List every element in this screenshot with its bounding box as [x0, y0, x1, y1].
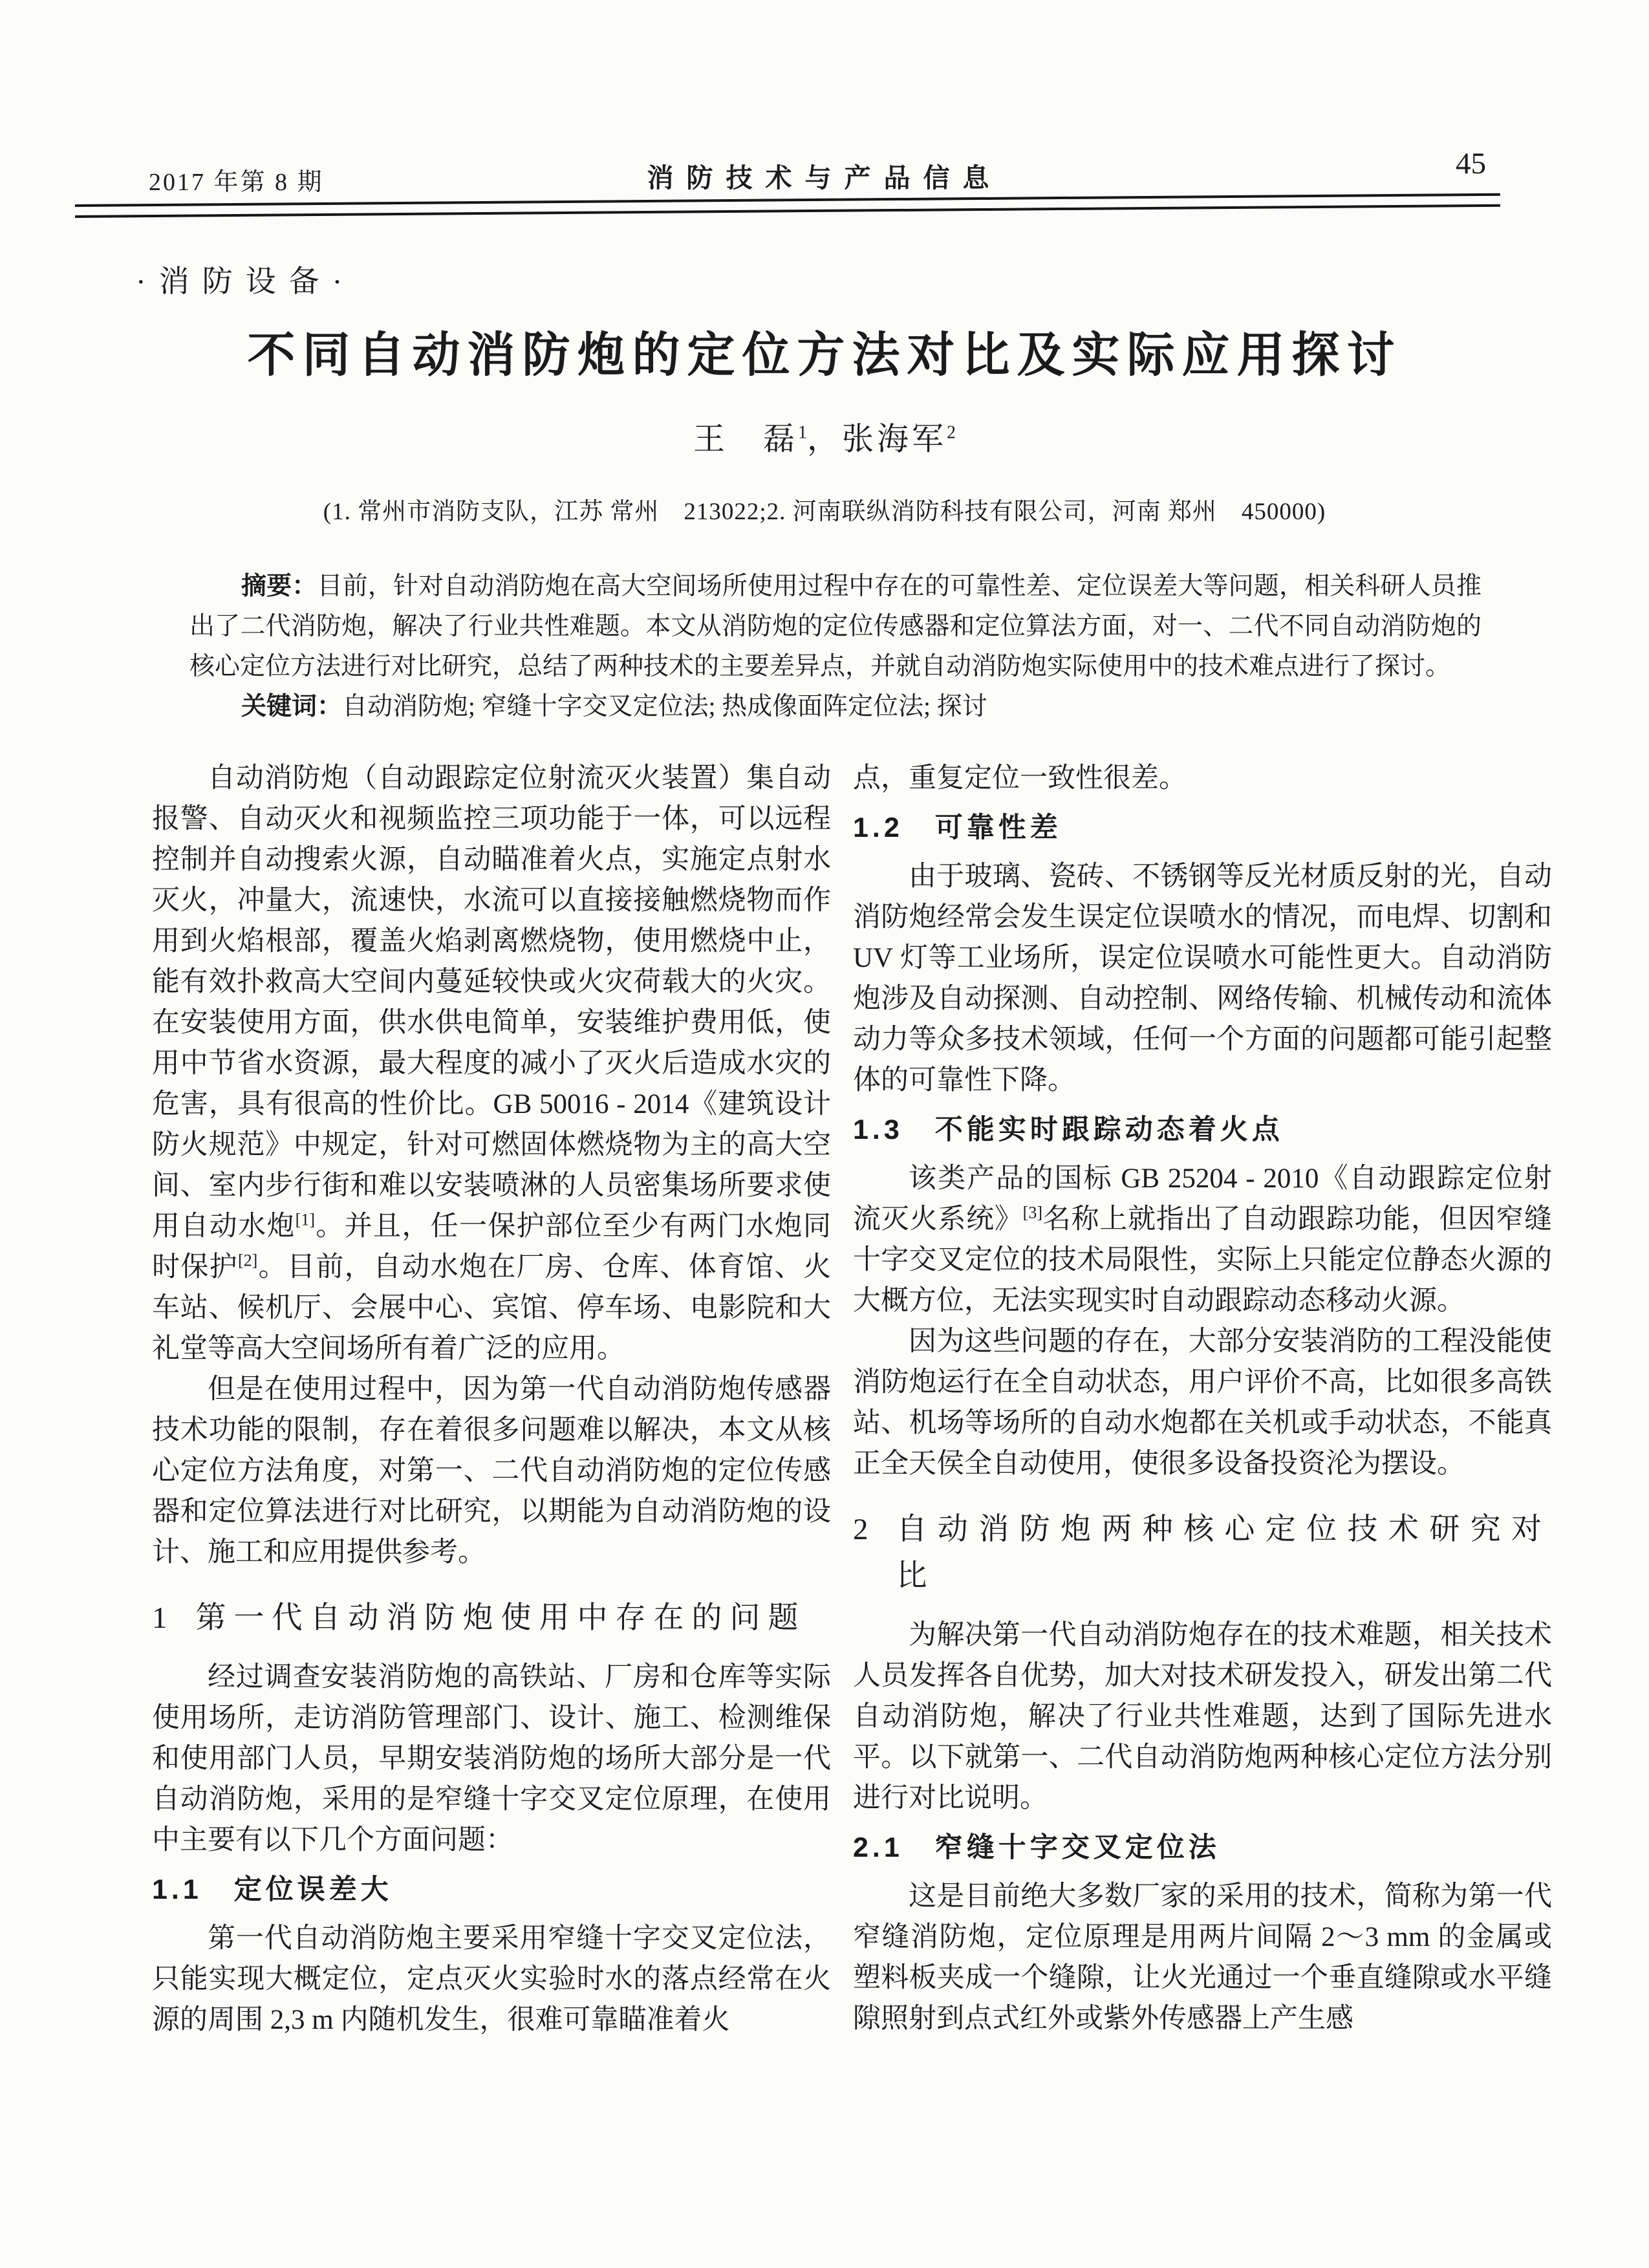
reference-mark-3: [3] [1022, 1203, 1042, 1222]
paragraph-text: 该类产品的国标 GB 25204 - 2010《自动跟踪定位射流灭火系统》 [853, 1163, 1552, 1235]
subsection-1-2-heading: 1.2 可靠性差 [853, 812, 1062, 843]
paragraph-text: 自动消防炮（自动跟踪定位射流灭火装置）集自动报警、自动灭火和视频监控三项功能于一体，可以远程控制并自动搜索火源，自动瞄准着火点，实施定点射水灭火，冲量大，流速快，水流可以直接接触燃烧物而作用到火焰根部，覆盖火焰剥离燃烧物，使用燃烧中止，能有效扑救高大空间内蔓延较快或火灾荷载大的火灾。在安装使用方面，供水供电简单，安装维护费用低，使用中节省水资源，最大程度的减小了灭火后造成水灾的危害，具有很高的性价比。GB 50016 - 2014《建筑设计防火规范》中规定，针对可燃固体燃烧物为主的高大空间、室内步行街和难以安装喷淋的人员密集场所要求使用自动水炮 [152, 763, 831, 1242]
abstract-block [189, 567, 1482, 727]
reference-mark-1: [1] [295, 1210, 315, 1229]
header-issue-label: 2017 年第 8 期 [149, 169, 324, 196]
paragraph-text: 名称上就指出了自动跟踪功能，但因窄缝十字交叉定位的技术局限性，实际上只能定位静态火源的大概方位，无法实现实时自动跟踪动态移动火源。 [853, 1204, 1553, 1316]
paragraph-intro-2: 但是在使用过程中，因为第一代自动消防炮传感器技术功能的限制，存在着很多问题难以解决，本文从核心定位方法角度，对第一、二代自动消防炮的定位传感器和定位算法进行对比研究，以期能为自动消防炮的设计、施工和应用提供参考。 [152, 1374, 831, 1568]
paragraph-2-1: 这是目前绝大多数厂家的采用的技术，简称为第一代窄缝消防炮，定位原理是用两片间隔 2～3 mm 的金属或塑料板夹成一个缝隙，让火光通过一个垂直缝隙或水平缝隙照射到点式红外或紫外传感器上产生感 [853, 1881, 1552, 2034]
column-left [152, 758, 831, 2040]
section-1-heading [152, 1595, 831, 1641]
article-title: 不同自动消防炮的定位方法对比及实际应用探讨 [247, 329, 1402, 382]
paragraph-1-1: 第一代自动消防炮主要采用窄缝十字交叉定位法，只能实现大概定位，定点灭火实验时水的落点经常在火源的周围 2,3 m 内随机发生，很难可靠瞄准着火 [152, 1923, 831, 2035]
author-1-name: 王 磊 [693, 421, 798, 457]
keywords-paragraph [189, 687, 1482, 727]
authors-separator: ， [806, 421, 842, 457]
abstract-label: 摘要： [241, 572, 318, 600]
paragraph-1-3 [853, 1158, 1552, 1321]
paragraph-text: 。并且，任一保护部位至少有两门水炮同时保护 [152, 1211, 832, 1282]
author-2-name: 张海军 [842, 421, 947, 457]
page-number: 45 [1456, 147, 1486, 180]
paragraph-section1: 经过调查安装消防炮的高铁站、厂房和仓库等实际使用场所，走访消防管理部门、设计、施工、检测维保和使用部门人员，早期安装消防炮的场所大部分是一代自动消防炮，采用的是窄缝十字交叉定位原理，在使用中主要有以下几个方面问题： [152, 1662, 831, 1855]
abstract-text: 目前，针对自动消防炮在高大空间场所使用过程中存在的可靠性差、定位误差大等问题，相关科研人员推出了二代消防炮，解决了行业共性难题。本文从消防炮的定位传感器和定位算法方面，对一、二代不同自动消防炮的核心定位方法进行对比研究，总结了两种技术的主要差异点，并就自动消防炮实际使用中的技术难点进行了探讨。 [189, 572, 1482, 680]
keywords-text: 自动消防炮; 窄缝十字交叉定位法; 热成像面阵定位法; 探讨 [342, 693, 987, 720]
affiliation-line: (1. 常州市消防支队，江苏 常州 213022;2. 河南联纵消防科技有限公司，河南 郑州 450000) [323, 499, 1326, 525]
section-2-number: 2 [853, 1513, 868, 1546]
category-label: ·消防设备· [136, 265, 356, 299]
paragraph-1-2: 由于玻璃、瓷砖、不锈钢等反光材质反射的光，自动消防炮经常会发生误定位误喷水的情况，而电焊、切割和 UV 灯等工业场所，误定位误喷水可能性更大。自动消防炮涉及自动探测、自动控制、网络传输、机械传动和流体动力等众多技术领域，任何一个方面的问题都可能引起整体的可靠性下降。 [853, 861, 1552, 1096]
reference-mark-2: [2] [238, 1251, 258, 1270]
abstract-paragraph [189, 567, 1482, 687]
subsection-1-3-heading: 1.3 不能实时跟踪动态着火点 [853, 1114, 1284, 1145]
paragraph-1-summary: 因为这些问题的存在，大部分安装消防的工程没能使消防炮运行在全自动状态，用户评价不高，比如很多高铁站、机场等场所的自动水炮都在关机或手动状态，不能真正全天侯全自动使用，使很多设备投资沦为摆设。 [853, 1326, 1552, 1479]
section-1-title: 第一代自动消防炮使用中存在的问题 [195, 1601, 806, 1635]
author-2-affiliation-mark: 2 [947, 422, 956, 443]
subsection-1-1-heading: 1.1 定位误差大 [152, 1874, 393, 1905]
authors-line [0, 414, 1649, 459]
paragraph-intro-1 [152, 758, 831, 1369]
paragraph-text: 。目前，自动水炮在厂房、仓库、体育馆、火车站、候机厅、会展中心、宾馆、停车场、电影院和大礼堂等高大空间场所有着广泛的应用。 [152, 1252, 832, 1364]
author-1-affiliation-mark: 1 [797, 422, 807, 443]
header-journal-title: 消防技术与产品信息 [647, 163, 1002, 193]
section-2-title: 自动消防炮两种核心定位技术研究对比 [896, 1513, 1552, 1593]
paragraph-1-1-continued: 点，重复定位一致性很差。 [853, 763, 1187, 794]
subsection-2-1-heading: 2.1 窄缝十字交叉定位法 [853, 1832, 1220, 1863]
section-1-number: 1 [152, 1601, 167, 1635]
keywords-label: 关键词： [241, 693, 343, 720]
paragraph-section2: 为解决第一代自动消防炮存在的技术难题，相关技术人员发挥各自优势，加大对技术研发投入，研发出第二代自动消防炮，解决了行业共性难题，达到了国际先进水平。以下就第一、二代自动消防炮两种核心定位方法分别进行对比说明。 [853, 1620, 1552, 1813]
column-right [853, 758, 1552, 2040]
body-columns [152, 758, 1552, 2040]
section-2-heading [853, 1506, 1552, 1599]
